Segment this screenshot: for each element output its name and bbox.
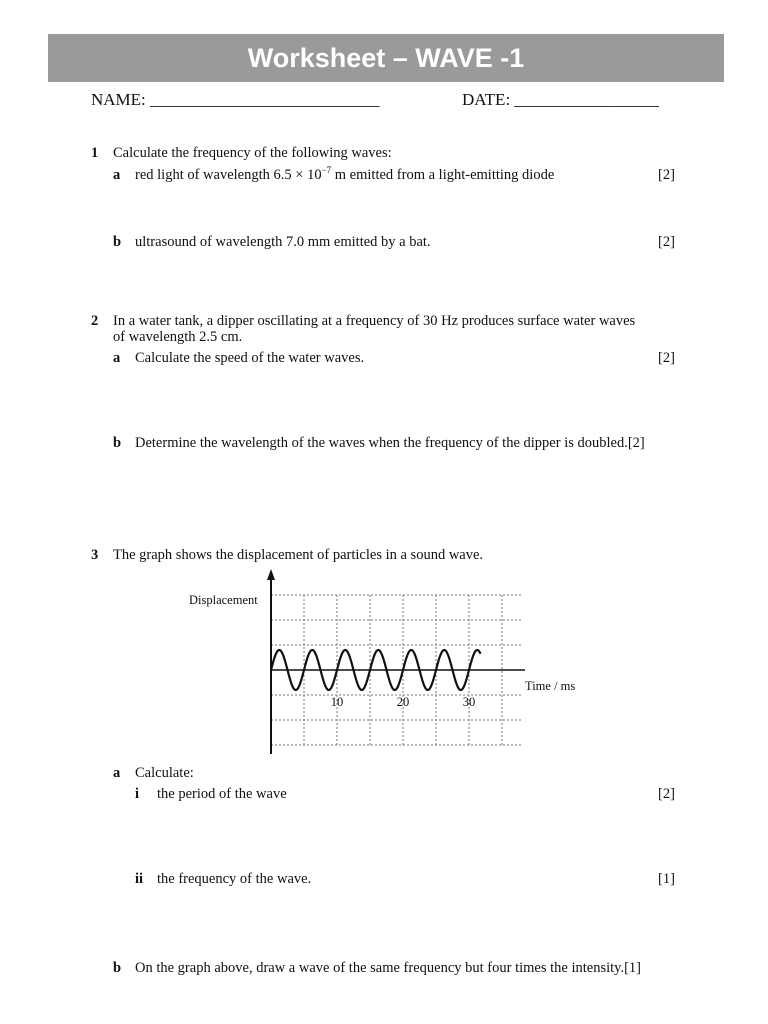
x-tick-labels [331,695,476,709]
question-3aii-marks: [1] [658,871,675,887]
question-3ai-marks: [2] [658,786,675,802]
y-axis-label: Displacement [189,593,258,607]
question-1-number: 1 [91,145,99,161]
question-3aii-letter: ii [135,871,144,887]
x-tick-label: 10 [330,695,344,709]
question-3aii-text: the frequency of the wave. [157,871,312,887]
question-3a-letter: a [113,765,121,781]
question-3b-text: On the graph above, draw a wave of the same frequency but four times the intensity.[1] [135,960,641,976]
question-2a-letter: a [113,350,121,366]
question-3b-letter: b [113,960,122,976]
question-1a-marks: [2] [658,167,675,183]
question-3-stem: The graph shows the displacement of particles in a sound wave. [113,547,484,563]
question-1a-text: red light of wavelength $6.5 \times 10^{-7}$ m emitted from a light-emitting diode [135,165,555,183]
name-field-label: NAME: ___________________________ [91,90,380,109]
question-1a-letter: a [113,167,121,183]
worksheet-title: Worksheet – WAVE -1 [48,34,724,82]
question-3ai-letter: i [135,786,140,802]
question-1b-letter: b [113,234,122,250]
y-axis-arrowhead [267,569,275,580]
question-1-stem: Calculate the frequency of the following waves: [113,145,392,161]
question-2-stem-line1: In a water tank, a dipper oscillating at a frequency of 30 Hz produces surface water waves [113,313,636,329]
question-2b-letter: b [113,435,122,451]
displacement-time-graph [180,568,590,758]
x-axis-label: Time / ms [525,679,576,693]
question-3-number: 3 [91,547,99,563]
x-tick-label: 30 [462,695,476,709]
question-3a-text: Calculate: [135,765,194,781]
question-2a-marks: [2] [658,350,675,366]
question-1b-text: ultrasound of wavelength 7.0 mm emitted by a bat. [135,234,431,250]
question-2a-text: Calculate the speed of the water waves. [135,350,365,366]
date-field-label: DATE: _________________ [462,90,659,109]
question-2-number: 2 [91,313,99,329]
question-1b-marks: [2] [658,234,675,250]
question-2-stem-line2: of wavelength 2.5 cm. [113,329,243,345]
x-tick-label: 20 [396,695,410,709]
question-3ai-text: the period of the wave [157,786,287,802]
question-2b-text: Determine the wavelength of the waves when the frequency of the dipper is doubled.[2] [135,435,645,451]
